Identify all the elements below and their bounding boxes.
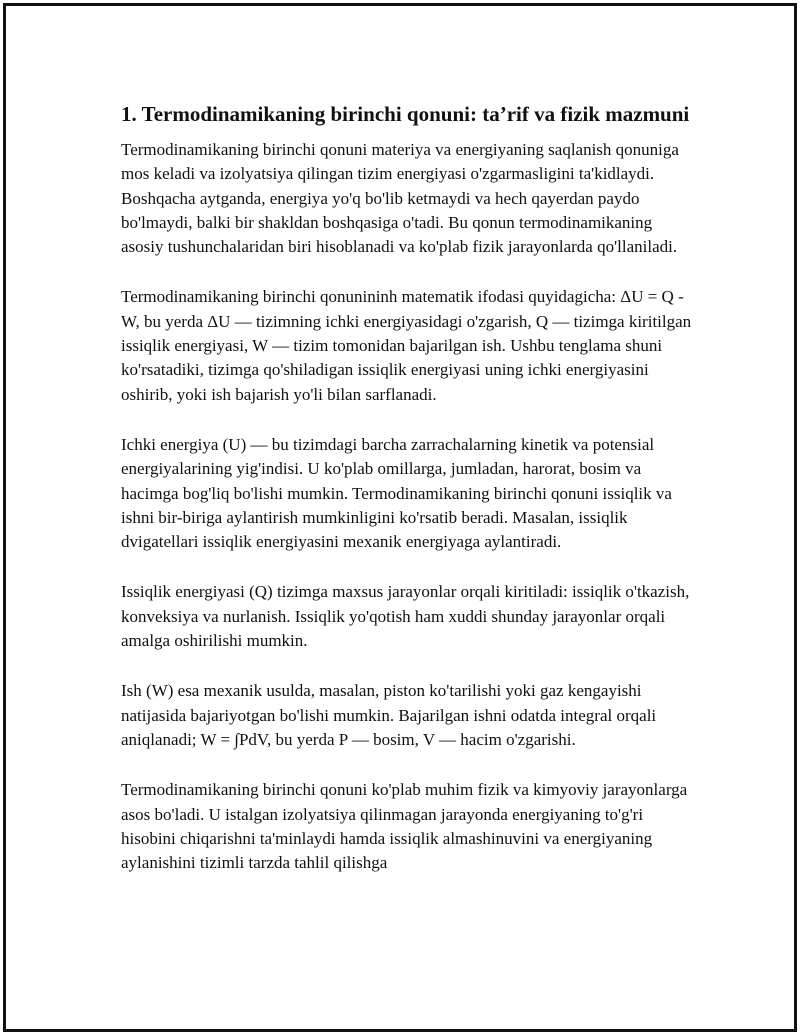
page-frame — [3, 3, 797, 1032]
paragraph-6: Termodinamikaning birinchi qonuni ko'plab muhim fizik va kimyoviy jarayonlarga asos bo'ladi. U istalgan izolyatsiya qilinmagan jarayonda energiyaning to'g'ri hisobini chiqarishni ta'minlaydi hamda issiqlik almashinuvini va energiyaning aylanishini tizimli tarzda tahlil qilishga — [121, 780, 688, 873]
paragraph-3: Ichki energiya (U) — bu tizimdagi barcha zarrachalarning kinetik va potensial energiyalarining yig'indisi. U ko'plab omillarga, jumladan, harorat, bosim va hacimga bog'liq bo'lishi mumkin. Termodinamikaning birinchi qonuni issiqlik va ishni bir-biriga aylantirish mumkinligini ko'rsatib beradi. Masalan, issiqlik dvigatellari issiqlik energiyasini mexanik energiyaga aylantiradi. — [121, 434, 672, 552]
section-heading: 1. Termodinamikaning birinchi qonuni: ta’rif va fizik mazmuni — [121, 102, 690, 126]
paragraph-5: Ish (W) esa mexanik usulda, masalan, piston ko'tarilishi yoki gaz kengayishi natijasida bajariyotgan bo'lishi mumkin. Bajarilgan ishni odatda integral orqali aniqlanadi; W = ∫PdV, bu yerda P — bosim, V — hacim o'zgarishi. — [121, 681, 657, 749]
paragraph-2: Termodinamikaning birinchi qonunininh matematik ifodasi quyidagicha: ΔU = Q - W, bu yerda ΔU — tizimning ichki energiyasidagi o'zgarish, Q — tizimga kiritilgan issiqlik energiyasi, W — tizim tomonidan bajarilgan ish. Ushbu tenglama shuni ko'rsatadiki, tizimga qo'shiladigan issiqlik energiyasi uning ichki energiyasini oshirib, yoki ish bajarish yo'li bilan sarflanadi. — [121, 287, 692, 404]
paragraph-1: Termodinamikaning birinchi qonuni materiya va energiyaning saqlanish qonuniga mos keladi va izolyatsiya qilingan tizim energiyasi o'zgarmasligini ta'kidlaydi. Boshqacha aytganda, energiya yo'q bo'lib ketmaydi va hech qayerdan paydo bo'lmaydi, balki bir shakldan boshqasiga o'tadi. Bu qonun termodinamikaning asosiy tushunchalaridan biri hisoblanadi va ko'plab fizik jarayonlarda qo'llaniladi. — [121, 140, 679, 257]
paragraph-4: Issiqlik energiyasi (Q) tizimga maxsus jarayonlar orqali kiritiladi: issiqlik o'tkazish, konveksiya va nurlanish. Issiqlik yo'qotish ham xuddi shunday jarayonlar orqali amalga oshirilishi mumkin. — [121, 582, 690, 651]
document-body — [121, 100, 693, 901]
